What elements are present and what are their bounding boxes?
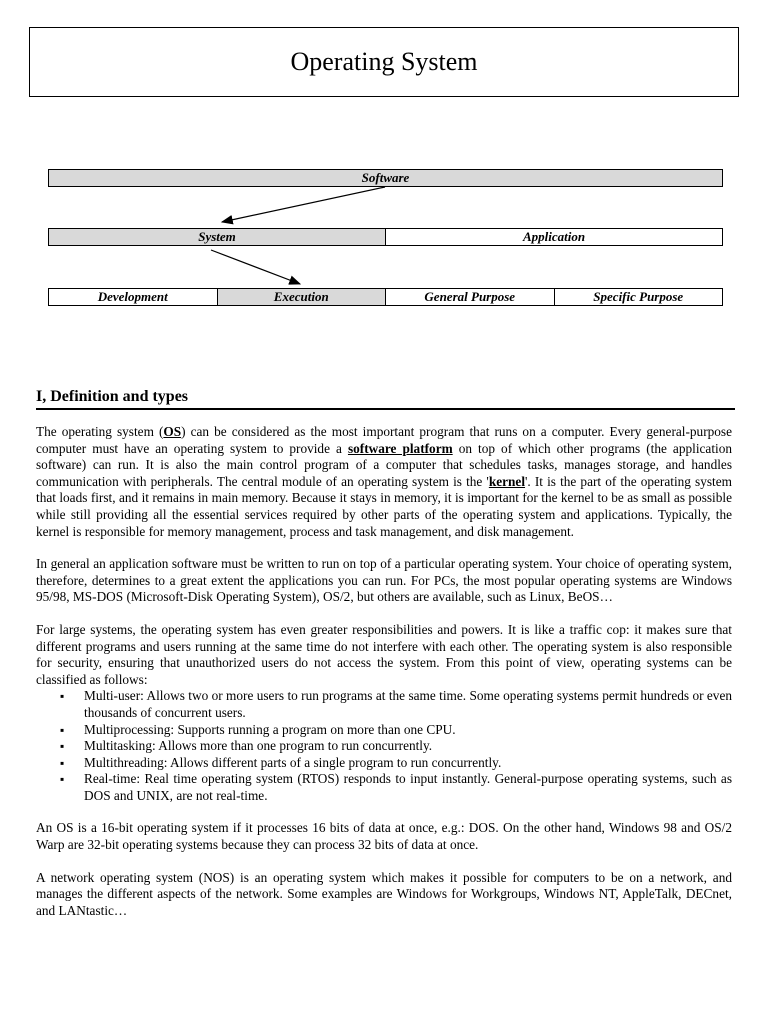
- term-software-platform: software platform: [347, 440, 453, 456]
- list-item: ▪ Multitasking: Allows more than one program to run concurrently.: [84, 738, 732, 755]
- arrow-software-to-system: [222, 187, 385, 222]
- list-item: ▪ Multi-user: Allows two or more users to run programs at the same time. Some operating systems permit hundreds or even thousands of concurrent users.: [84, 688, 732, 721]
- os-classification-diagram: [0, 0, 768, 340]
- node-development: Development: [48, 288, 218, 306]
- node-general-purpose: General Purpose: [386, 288, 555, 306]
- diagram-row-software: [48, 169, 723, 187]
- node-system: System: [48, 228, 386, 246]
- text-span: '. It is the part of the operating system that loads first, and it remains in main memory. Because it stays in memory, it is important for the kernel to be as small as possible while still providing all the essential services required by other parts of the operating system and applications. Typically, the kernel is responsible for memory management, process and task management, and disk management.: [36, 473, 732, 539]
- paragraph-application-software: In general an application software must be written to run on top of a particular operating system. Your choice of operating system, therefore, determines to a great extent the applications you can run. For PCs, the most popular operating systems are Windows 95/98, MS-DOS (Microsoft-Disk Operating System), OS/2, but others are available, such as Linux, BeOS…: [36, 556, 732, 605]
- paragraph-network-os: A network operating system (NOS) is an operating system which makes it possible for computers to be on a network, and manages the different aspects of the network. Some examples are Windows for Workgroups, Windows NT, AppleTalk, DECnet, and LANtastic…: [36, 869, 732, 918]
- list-item: ▪ Multiprocessing: Supports running a program on more than one CPU.: [84, 722, 732, 739]
- text-span: ) can be considered as the most important program that runs on a computer. Every general-purpose computer must have an operating system to provide a: [36, 424, 732, 456]
- list-item: ▪ Real-time: Real time operating system (RTOS) responds to input instantly. General-purpose operating systems, such as DOS and UNIX, are not real-time.: [84, 771, 732, 804]
- node-software: Software: [48, 169, 723, 187]
- node-execution: Execution: [218, 288, 387, 306]
- list-item: ▪ Multithreading: Allows different parts of a single program to run concurrently.: [84, 755, 732, 772]
- page-title: Operating System: [29, 27, 739, 97]
- os-types-list: [36, 688, 732, 804]
- diagram-row-subtypes: [48, 288, 723, 306]
- paragraph-bit-width: An OS is a 16-bit operating system if it processes 16 bits of data at once, e.g.: DOS. On the other hand, Windows 98 and OS/2 Warp are 32-bit operating systems because they can process 32 bits of data at once.: [36, 820, 732, 853]
- section-heading: I, Definition and types: [36, 388, 735, 410]
- paragraph-large-systems: For large systems, the operating system has even greater responsibilities and powers. It is like a traffic cop: it makes sure that different programs and users running at the same time do not interfere with each other. The operating system is also responsible for security, ensuring that unauthorized users do not access the system. From this point of view, operating systems can be classified as follows:: [36, 621, 732, 687]
- term-os: OS: [163, 424, 182, 439]
- arrow-system-to-execution: [211, 250, 300, 284]
- term-kernel: kernel: [488, 473, 526, 489]
- node-specific-purpose: Specific Purpose: [555, 288, 724, 306]
- paragraph-definition: [36, 424, 732, 540]
- body-text: [36, 424, 732, 935]
- text-span: The operating system (: [36, 424, 164, 439]
- node-application: Application: [386, 228, 723, 246]
- text-span: on top of which other programs (the application software) can run. It is also the main control program of a computer that schedules tasks, manages storage, and handles communication with peripherals. The central module of an operating system is the ': [36, 440, 733, 489]
- diagram-row-system-application: [48, 228, 723, 246]
